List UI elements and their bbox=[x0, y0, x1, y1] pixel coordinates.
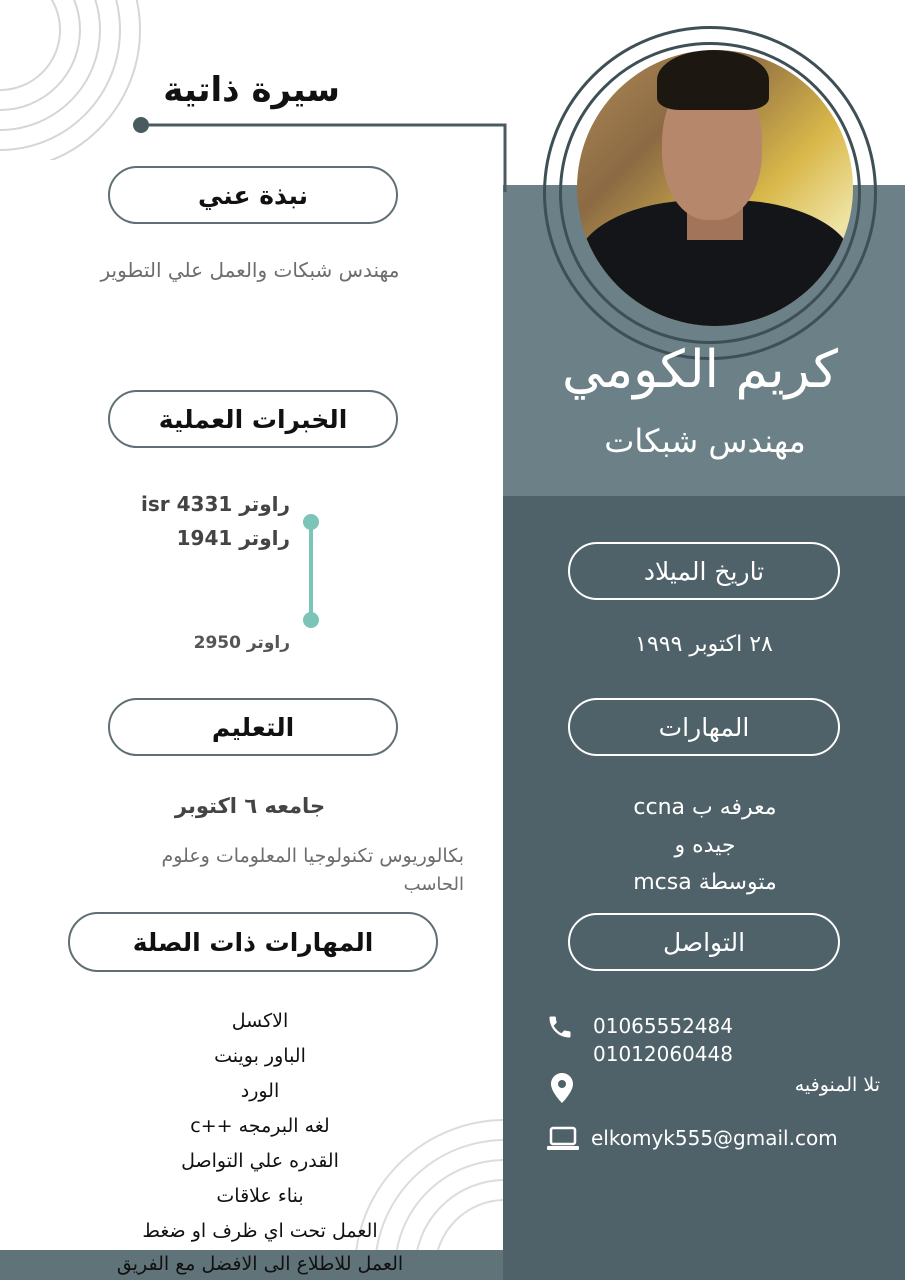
related-skill-item: العمل للاطلاع الى الافضل مع الفريق bbox=[116, 1253, 404, 1275]
skills-line: جيده و bbox=[674, 833, 736, 858]
birthdate-value: ٢٨ اكتوبر ١٩٩٩ bbox=[635, 632, 773, 657]
location-pin-icon bbox=[550, 1073, 574, 1103]
contact-phone-1: 01065552484 bbox=[593, 1014, 733, 1038]
phone-icon bbox=[546, 1013, 574, 1041]
experience-timeline bbox=[300, 512, 322, 630]
laptop-icon bbox=[546, 1126, 580, 1152]
about-text: مهندس شبكات والعمل علي التطوير bbox=[100, 258, 400, 282]
related-skill-item: الباور بوينت bbox=[214, 1045, 306, 1067]
contact-location: تلا المنوفيه bbox=[794, 1074, 880, 1096]
related-skill-item: العمل تحت اي ظرف او ضغط bbox=[142, 1220, 378, 1242]
related-skill-item: بناء علاقات bbox=[216, 1185, 304, 1207]
contact-heading: التواصل bbox=[568, 913, 840, 971]
contact-email: elkomyk555@gmail.com bbox=[591, 1126, 838, 1150]
related-skill-item: لغه البرمجه ++c bbox=[190, 1115, 330, 1137]
about-heading: نبذة عني bbox=[108, 166, 398, 224]
skills-line: معرفه ب ccna bbox=[633, 795, 777, 820]
experience-item: راوتر 1941 bbox=[176, 526, 290, 550]
profile-photo bbox=[577, 50, 853, 326]
education-heading: التعليم bbox=[108, 698, 398, 756]
birthdate-heading: تاريخ الميلاد bbox=[568, 542, 840, 600]
profile-name: كريم الكومي bbox=[561, 340, 839, 400]
experience-item: راوتر 2950 bbox=[193, 633, 290, 653]
page-title: سيرة ذاتية bbox=[163, 70, 340, 110]
experience-heading: الخبرات العملية bbox=[108, 390, 398, 448]
related-skills-heading: المهارات ذات الصلة bbox=[68, 912, 438, 972]
education-degree-line2: الحاسب bbox=[403, 874, 464, 895]
related-skill-item: الورد bbox=[240, 1080, 280, 1102]
contact-phone-2: 01012060448 bbox=[593, 1042, 733, 1066]
education-university: جامعه ٦ اكتوبر bbox=[174, 794, 326, 818]
skills-heading: المهارات bbox=[568, 698, 840, 756]
related-skill-item: الاكسل bbox=[231, 1010, 289, 1032]
education-degree-line1: بكالوريوس تكنولوجيا المعلومات وعلوم bbox=[161, 845, 464, 867]
skills-line: متوسطة mcsa bbox=[633, 870, 777, 895]
experience-item: راوتر isr 4331 bbox=[141, 492, 290, 516]
profile-job-title: مهندس شبكات bbox=[604, 422, 806, 460]
related-skill-item: القدره علي التواصل bbox=[181, 1150, 339, 1172]
